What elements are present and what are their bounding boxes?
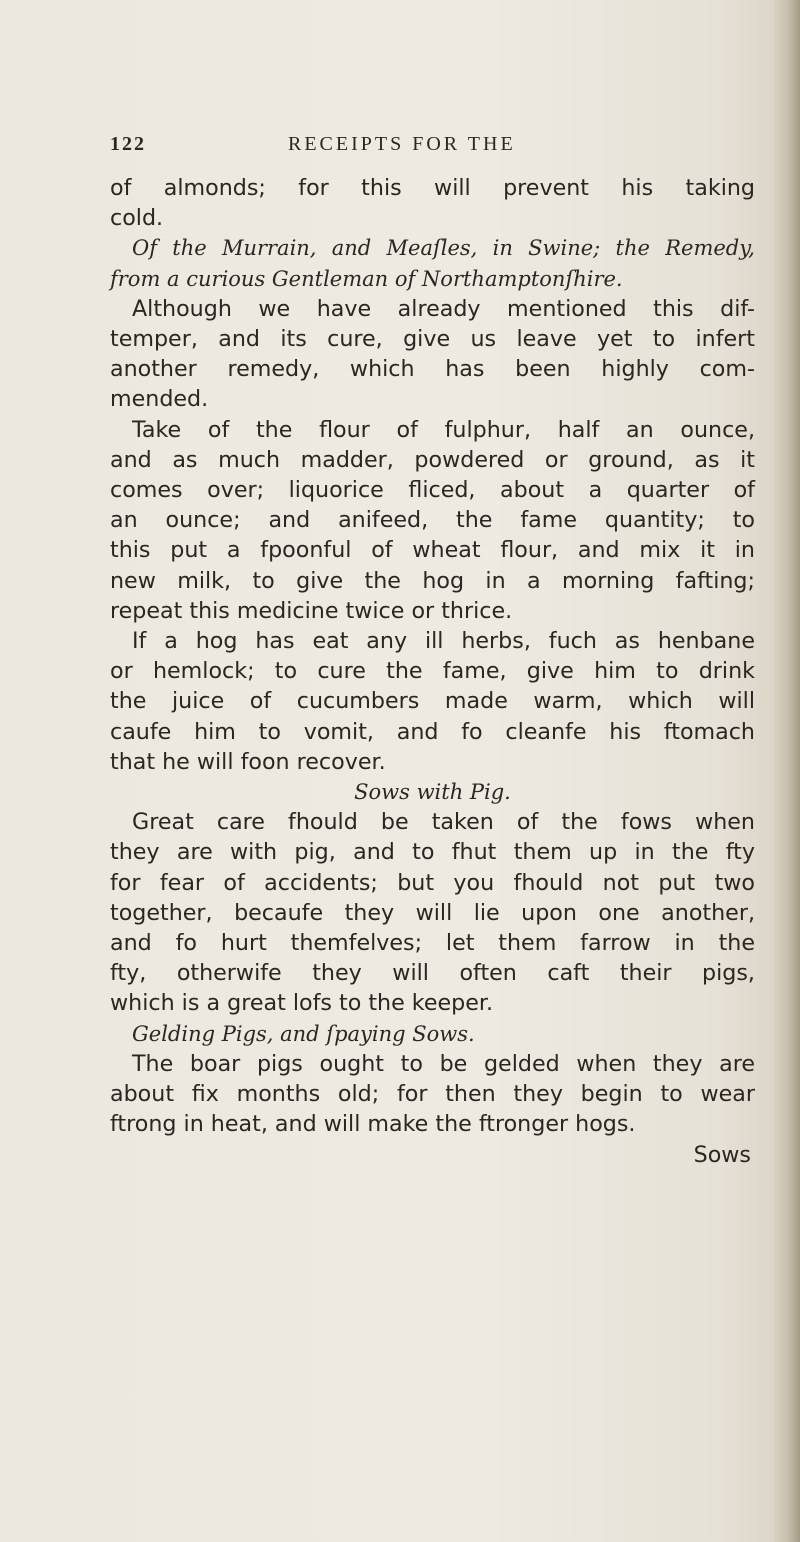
page-body	[110, 173, 755, 1170]
text-line: which is a great lofs to the keeper.	[110, 990, 494, 1017]
text-line: and fo hurt themfelves; let them farrow in the	[110, 930, 755, 957]
text-line: and as much madder, powdered or ground, as it	[110, 446, 755, 473]
text-line: temper, and its cure, give us leave yet to infert	[110, 326, 755, 353]
text-line: comes over; liquorice fliced, about a quarter of	[110, 477, 755, 504]
paragraph-take	[110, 415, 755, 626]
running-title: RECEIPTS FOR THE	[288, 133, 516, 155]
page-edge-shadow	[772, 0, 800, 1542]
text-line: Although we have already mentioned this dif-	[132, 295, 755, 322]
text-line: for fear of accidents; but you fhould not put two	[110, 869, 755, 896]
catchword: Sows	[693, 1141, 751, 1168]
text-line: about fix months old; for then they begin to wear	[110, 1081, 755, 1108]
text-line: ftrong in heat, and will make the ftronger hogs.	[110, 1111, 636, 1138]
text-line: repeat this medicine twice or thrice.	[110, 597, 513, 624]
section-heading-sows-with-pig	[110, 777, 755, 807]
page-number: 122	[110, 133, 146, 155]
text-line: mended.	[110, 386, 209, 413]
heading-line: from a curious Gentleman of Northamptonſhire.	[110, 266, 623, 291]
catchword-line	[110, 1140, 755, 1170]
text-line: or hemlock; to cure the fame, give him to drink	[110, 658, 755, 685]
heading-line: Of the Murrain, and Meaſles, in Swine; the Remedy,	[132, 236, 755, 261]
text-line: another remedy, which has been highly com-	[110, 356, 755, 383]
heading-line: Gelding Pigs, and ſpaying Sows.	[132, 1021, 475, 1046]
text-line: caufe him to vomit, and fo cleanfe his ftomach	[110, 718, 755, 745]
text-line: the juice of cucumbers made warm, which will	[110, 688, 755, 715]
text-line: they are with pig, and to fhut them up in the fty	[110, 839, 755, 866]
text-line: cold.	[110, 205, 164, 232]
text-line: this put a fpoonful of wheat flour, and mix it in	[110, 537, 755, 564]
paragraph-almonds	[110, 173, 755, 233]
section-heading-gelding	[110, 1019, 755, 1049]
text-line: an ounce; and anifeed, the fame quantity; to	[110, 507, 755, 534]
paragraph-great-care	[110, 807, 755, 1018]
paragraph-boar-pigs	[110, 1049, 755, 1140]
text-line: together, becaufe they will lie upon one another,	[110, 899, 755, 926]
section-heading-murrain	[110, 233, 755, 293]
heading-line: Sows with Pig.	[354, 780, 511, 805]
text-line: new milk, to give the hog in a morning fafting;	[110, 567, 755, 594]
text-line: The boar pigs ought to be gelded when they are	[132, 1050, 755, 1077]
text-line: Great care fhould be taken of the fows when	[132, 809, 755, 836]
text-line: fty, otherwife they will often caft their pigs,	[110, 960, 755, 987]
paragraph-although	[110, 294, 755, 415]
text-line: If a hog has eat any ill herbs, fuch as henbane	[132, 628, 755, 655]
text-line: that he will foon recover.	[110, 748, 386, 775]
running-head	[110, 133, 710, 163]
paragraph-ill-herbs	[110, 626, 755, 777]
text-line: Take of the flour of fulphur, half an ounce,	[132, 416, 755, 443]
text-line: of almonds; for this will prevent his taking	[110, 175, 755, 201]
